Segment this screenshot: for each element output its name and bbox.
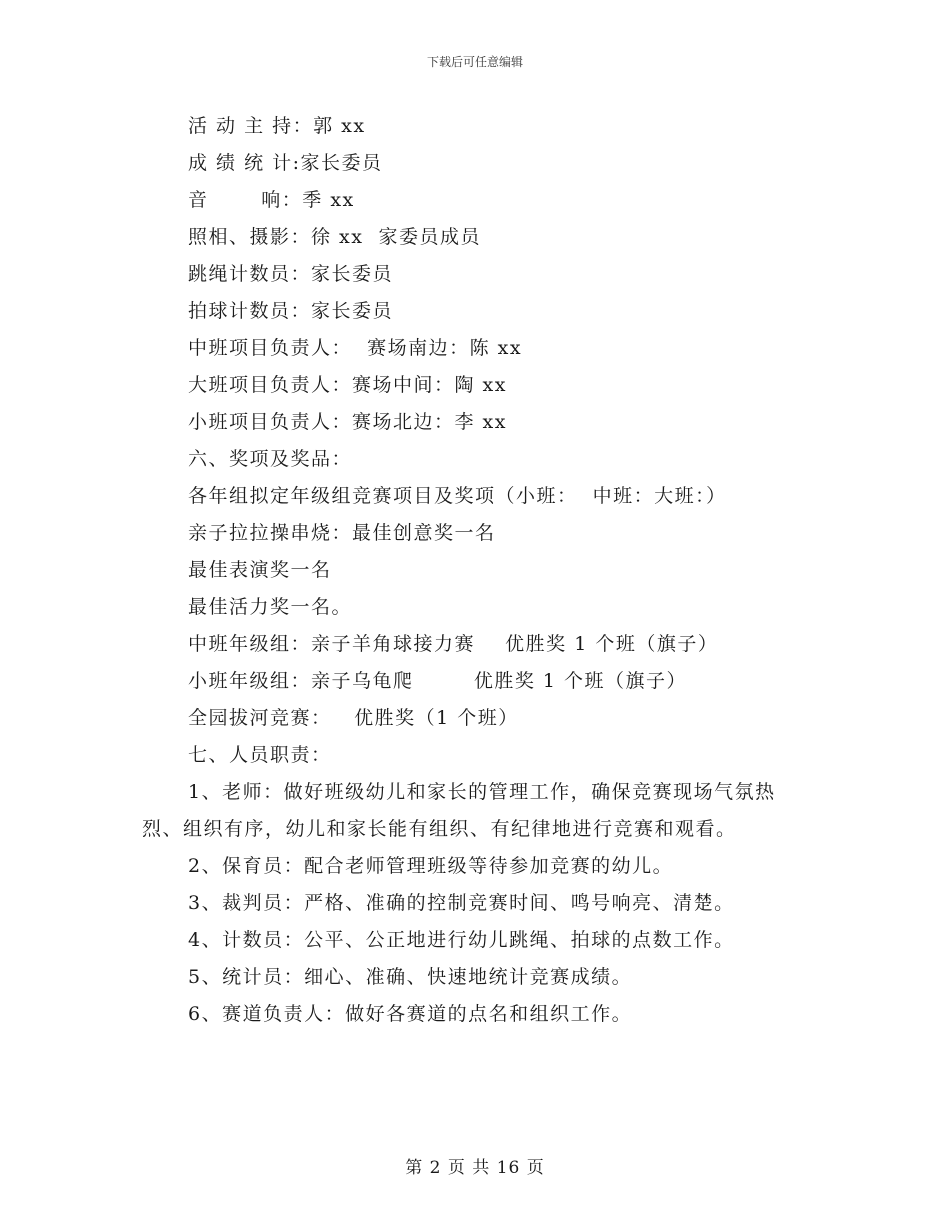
- section-heading: 六、奖项及奖品：: [188, 448, 353, 470]
- text-line: 跳绳计数员：家长委员: [188, 263, 394, 285]
- text-line: 音 响：季 xx: [188, 189, 355, 211]
- text-line: 中班项目负责人： 赛场南边：陈 xx: [188, 337, 523, 359]
- text-line: 照相、摄影：徐 xx 家委员成员: [188, 226, 482, 248]
- text-line: 各年组拟定年级组竞赛项目及奖项（小班： 中班：大班：）: [188, 485, 727, 507]
- text-line: 全园拔河竞赛： 优胜奖（1 个班）: [188, 707, 519, 729]
- text-line: 5、统计员：细心、准确、快速地统计竞赛成绩。: [188, 966, 633, 988]
- text-line: 3、裁判员：严格、准确的控制竞赛时间、鸣号响亮、清楚。: [188, 892, 735, 914]
- text-line: 亲子拉拉操串烧：最佳创意奖一名: [188, 522, 496, 544]
- text-line: 小班年级组：亲子乌龟爬 优胜奖 1 个班（旗子）: [188, 670, 687, 692]
- page-header: 下载后可任意编辑: [426, 55, 523, 69]
- text-line: 2、保育员：配合老师管理班级等待参加竞赛的幼儿。: [188, 855, 674, 877]
- text-line-continued: 烈、组织有序，幼儿和家长能有组织、有纪律地进行竞赛和观看。: [142, 818, 737, 840]
- text-line: 小班项目负责人：赛场北边：李 xx: [188, 411, 507, 433]
- text-line: 最佳活力奖一名。: [188, 596, 353, 618]
- text-line: 4、计数员：公平、公正地进行幼儿跳绳、拍球的点数工作。: [188, 929, 735, 951]
- text-line: 中班年级组：亲子羊角球接力赛 优胜奖 1 个班（旗子）: [188, 633, 719, 655]
- page-footer: 第 2 页 共 16 页: [405, 1158, 545, 1178]
- text-line: 1、老师：做好班级幼儿和家长的管理工作，确保竞赛现场气氛热: [188, 781, 776, 803]
- text-line: 拍球计数员：家长委员: [188, 300, 394, 322]
- section-heading: 七、人员职责：: [188, 744, 332, 766]
- text-line: 成 绩 统 计:家长委员: [188, 152, 383, 174]
- text-line: 6、赛道负责人：做好各赛道的点名和组织工作。: [188, 1003, 633, 1025]
- text-line: 大班项目负责人：赛场中间：陶 xx: [188, 374, 507, 396]
- text-line: 活 动 主 持：郭 xx: [188, 115, 366, 137]
- text-line: 最佳表演奖一名: [188, 559, 332, 581]
